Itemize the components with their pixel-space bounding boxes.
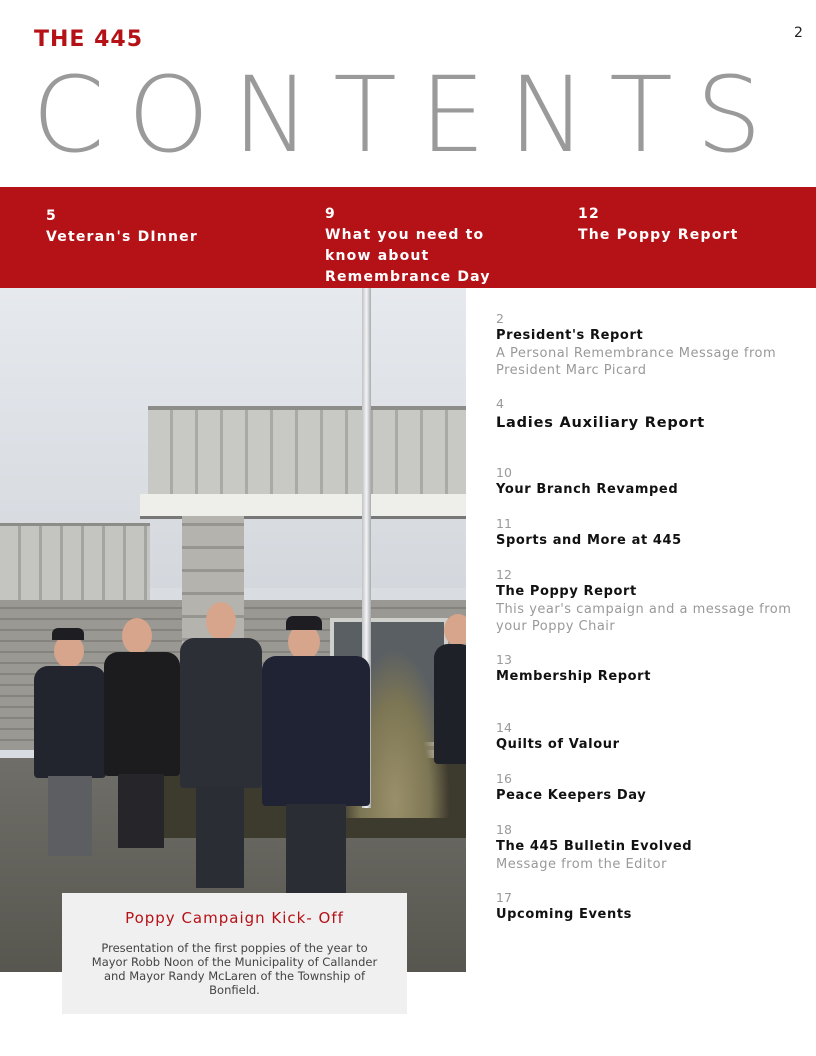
- feature-page-number: 5: [46, 208, 57, 224]
- toc-page-number: 2: [496, 311, 504, 326]
- photo-roof: [148, 406, 466, 502]
- toc-entry-poppy-report[interactable]: [496, 566, 796, 635]
- toc-page-number: 12: [496, 567, 512, 582]
- toc-page-number: 13: [496, 652, 512, 667]
- caption-text: Presentation of the first poppies of the year to Mayor Robb Noon of the Municipality of Callander and Mayor Randy McLaren of the Township of Bonfield.: [91, 941, 378, 997]
- toc-page-number: 4: [496, 396, 504, 411]
- toc-entry-upcoming-events[interactable]: [496, 889, 796, 924]
- toc-title: Quilts of Valour: [496, 737, 620, 752]
- toc-title: The 445 Bulletin Evolved: [496, 839, 693, 854]
- toc-entry-membership-report[interactable]: [496, 651, 796, 686]
- feature-title: What you need to know about Remembrance Day: [325, 227, 491, 285]
- toc-title: Membership Report: [496, 669, 652, 684]
- toc-title: Ladies Auxiliary Report: [496, 415, 705, 431]
- feature-veterans-dinner[interactable]: [46, 206, 286, 248]
- toc-title: President's Report: [496, 328, 644, 343]
- page-number: 2: [794, 25, 803, 41]
- toc-title: The Poppy Report: [496, 584, 637, 599]
- photo-building-wing: [0, 523, 150, 606]
- feature-poppy-report[interactable]: [578, 204, 798, 246]
- toc-description: Message from the Editor: [496, 857, 667, 872]
- feature-title: The Poppy Report: [578, 227, 739, 243]
- toc-page-number: 16: [496, 771, 512, 786]
- toc-description: A Personal Remembrance Message from President Marc Picard: [496, 346, 777, 378]
- toc-entry-sports-and-more[interactable]: [496, 515, 796, 550]
- toc-page-number: 18: [496, 822, 512, 837]
- toc-entry-quilts-of-valour[interactable]: [496, 719, 796, 754]
- toc-title: Your Branch Revamped: [496, 482, 679, 497]
- magazine-brand: THE 445: [34, 27, 144, 52]
- feature-remembrance-day[interactable]: [325, 204, 525, 288]
- toc-page-number: 17: [496, 890, 512, 905]
- toc-title: Peace Keepers Day: [496, 788, 647, 803]
- toc-entry-branch-revamped[interactable]: [496, 464, 796, 499]
- page-title: CONTENTS: [32, 54, 785, 176]
- toc-entry-bulletin-evolved[interactable]: [496, 821, 796, 873]
- toc-page-number: 14: [496, 720, 512, 735]
- cover-photo: [0, 288, 466, 972]
- feature-page-number: 12: [578, 206, 600, 222]
- toc-page-number: 10: [496, 465, 512, 480]
- feature-page-number: 9: [325, 206, 336, 222]
- toc-description: This year's campaign and a message from your Poppy Chair: [496, 602, 792, 634]
- toc-entry-peace-keepers-day[interactable]: [496, 770, 796, 805]
- feature-title: Veteran's DInner: [46, 229, 198, 245]
- toc-page-number: 11: [496, 516, 512, 531]
- toc-title: Upcoming Events: [496, 907, 632, 922]
- toc-title: Sports and More at 445: [496, 533, 682, 548]
- caption-title: Poppy Campaign Kick- Off: [125, 909, 344, 927]
- toc-entry-presidents-report[interactable]: [496, 310, 796, 379]
- toc-entry-ladies-auxiliary[interactable]: [496, 395, 796, 432]
